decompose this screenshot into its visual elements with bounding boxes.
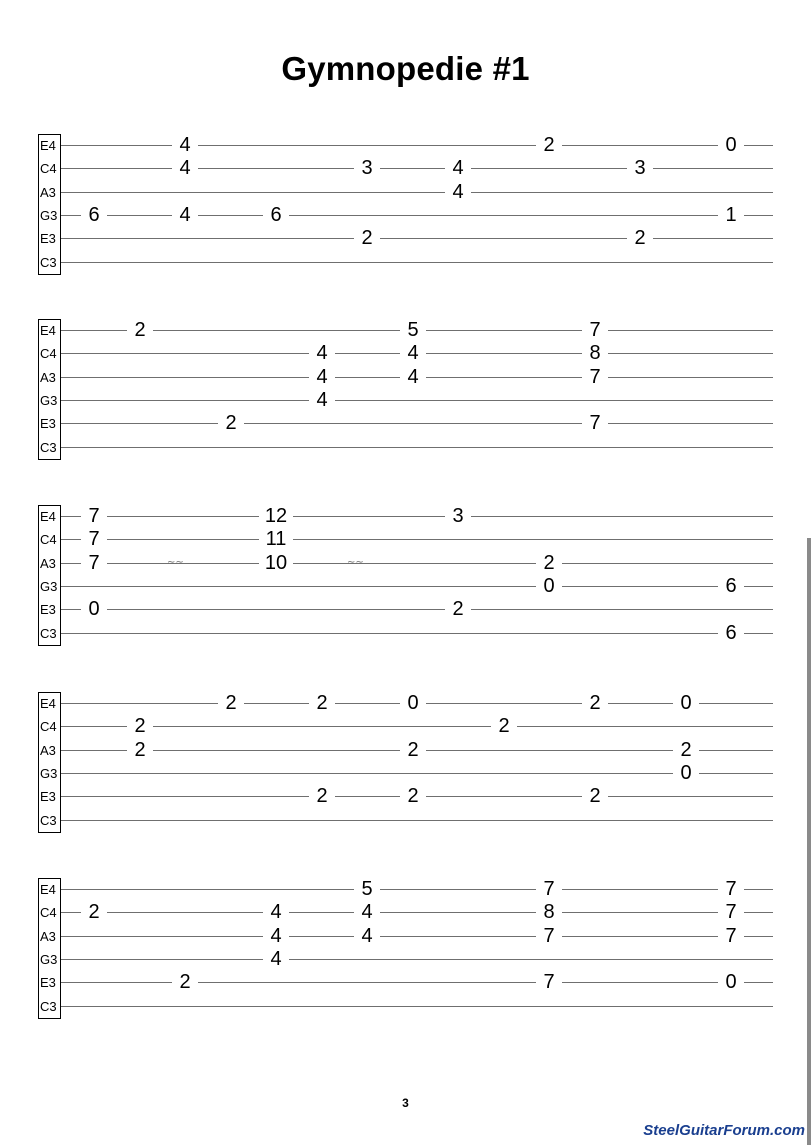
string-label: E3 [40,416,56,431]
fret-number: 7 [718,925,744,947]
string-label-box [38,134,61,275]
fret-number: 4 [172,157,198,179]
fret-number: 4 [354,901,380,923]
fret-number: 4 [263,948,289,970]
string-line [61,726,773,727]
string-label: C4 [40,346,57,361]
fret-number: 8 [582,342,608,364]
string-line [61,959,773,960]
watermark: SteelGuitarForum.com [643,1122,805,1139]
fret-number: 4 [263,901,289,923]
string-label: C3 [40,626,57,641]
fret-number: 2 [218,412,244,434]
string-label: C3 [40,255,57,270]
fret-number: 7 [536,925,562,947]
tab-staff [0,134,811,294]
string-line [61,633,773,634]
fret-number: 2 [218,692,244,714]
fret-number: 2 [673,739,699,761]
string-line [61,936,773,937]
tab-staff [0,505,811,665]
fret-number: 4 [172,134,198,156]
fret-number: 11 [259,528,293,550]
fret-number: 10 [259,552,293,574]
fret-number: 3 [627,157,653,179]
string-line [61,889,773,890]
string-label: A3 [40,185,56,200]
fret-number: 2 [127,715,153,737]
page-title: Gymnopedie #1 [281,50,530,87]
string-label: E4 [40,882,56,897]
fret-number: 7 [582,366,608,388]
slide-mark-icon: ∼∼ [347,557,364,568]
fret-number: 4 [400,366,426,388]
string-label: E3 [40,231,56,246]
page-number: 3 [402,1096,409,1110]
string-line [61,145,773,146]
string-label-box [38,505,61,646]
fret-number: 3 [354,157,380,179]
fret-number: 0 [673,762,699,784]
string-label: A3 [40,929,56,944]
fret-number: 4 [309,389,335,411]
string-line [61,609,773,610]
fret-number: 2 [445,598,471,620]
fret-number: 2 [81,901,107,923]
string-label: C4 [40,905,57,920]
fret-number: 7 [718,878,744,900]
string-label: G3 [40,579,58,594]
fret-number: 0 [718,134,744,156]
string-line [61,238,773,239]
fret-number: 7 [582,319,608,341]
string-line [61,400,773,401]
fret-number: 6 [718,622,744,644]
string-label: E3 [40,789,56,804]
fret-number: 7 [81,552,107,574]
fret-number: 7 [582,412,608,434]
fret-number: 2 [172,971,198,993]
fret-number: 4 [445,157,471,179]
fret-number: 2 [627,227,653,249]
fret-number: 1 [718,204,744,226]
string-label: C3 [40,999,57,1014]
tab-staff [0,692,811,852]
fret-number: 2 [309,692,335,714]
string-label: C4 [40,532,57,547]
string-label-box [38,878,61,1019]
string-line [61,912,773,913]
fret-number: 2 [536,134,562,156]
string-label: E4 [40,138,56,153]
string-label: G3 [40,393,58,408]
slide-mark-icon: ∼∼ [167,557,184,568]
fret-number: 7 [718,901,744,923]
string-label: G3 [40,208,58,223]
string-label: E4 [40,696,56,711]
fret-number: 2 [354,227,380,249]
fret-number: 2 [582,692,608,714]
fret-number: 6 [263,204,289,226]
string-label: E4 [40,509,56,524]
fret-number: 0 [718,971,744,993]
string-line [61,447,773,448]
fret-number: 0 [81,598,107,620]
fret-number: 2 [400,785,426,807]
fret-number: 3 [445,505,471,527]
string-line [61,539,773,540]
fret-number: 7 [536,971,562,993]
fret-number: 2 [309,785,335,807]
string-label: A3 [40,743,56,758]
string-label: G3 [40,952,58,967]
string-label-box [38,319,61,460]
fret-number: 4 [400,342,426,364]
string-line [61,262,773,263]
string-label: E3 [40,975,56,990]
fret-number: 2 [536,552,562,574]
fret-number: 4 [445,181,471,203]
string-line [61,820,773,821]
string-label: A3 [40,556,56,571]
fret-number: 8 [536,901,562,923]
string-label: C3 [40,440,57,455]
fret-number: 4 [354,925,380,947]
string-label: C3 [40,813,57,828]
fret-number: 4 [263,925,289,947]
string-label: C4 [40,719,57,734]
fret-number: 12 [259,505,293,527]
string-label-box [38,692,61,833]
string-line [61,168,773,169]
fret-number: 2 [582,785,608,807]
string-label: E3 [40,602,56,617]
fret-number: 4 [309,366,335,388]
fret-number: 7 [81,528,107,550]
fret-number: 0 [673,692,699,714]
fret-number: 7 [81,505,107,527]
tab-staff [0,319,811,479]
fret-number: 7 [536,878,562,900]
string-label: G3 [40,766,58,781]
fret-number: 2 [491,715,517,737]
string-line [61,423,773,424]
string-line [61,586,773,587]
string-label: C4 [40,161,57,176]
fret-number: 2 [400,739,426,761]
tab-staff [0,878,811,1038]
fret-number: 2 [127,739,153,761]
fret-number: 0 [536,575,562,597]
scrollbar[interactable] [807,538,811,1145]
string-line [61,1006,773,1007]
fret-number: 2 [127,319,153,341]
fret-number: 6 [718,575,744,597]
fret-number: 0 [400,692,426,714]
string-line [61,192,773,193]
fret-number: 6 [81,204,107,226]
string-label: A3 [40,370,56,385]
fret-number: 5 [354,878,380,900]
string-label: E4 [40,323,56,338]
string-line [61,773,773,774]
fret-number: 5 [400,319,426,341]
string-line [61,215,773,216]
string-line [61,516,773,517]
fret-number: 4 [172,204,198,226]
fret-number: 4 [309,342,335,364]
string-line [61,982,773,983]
